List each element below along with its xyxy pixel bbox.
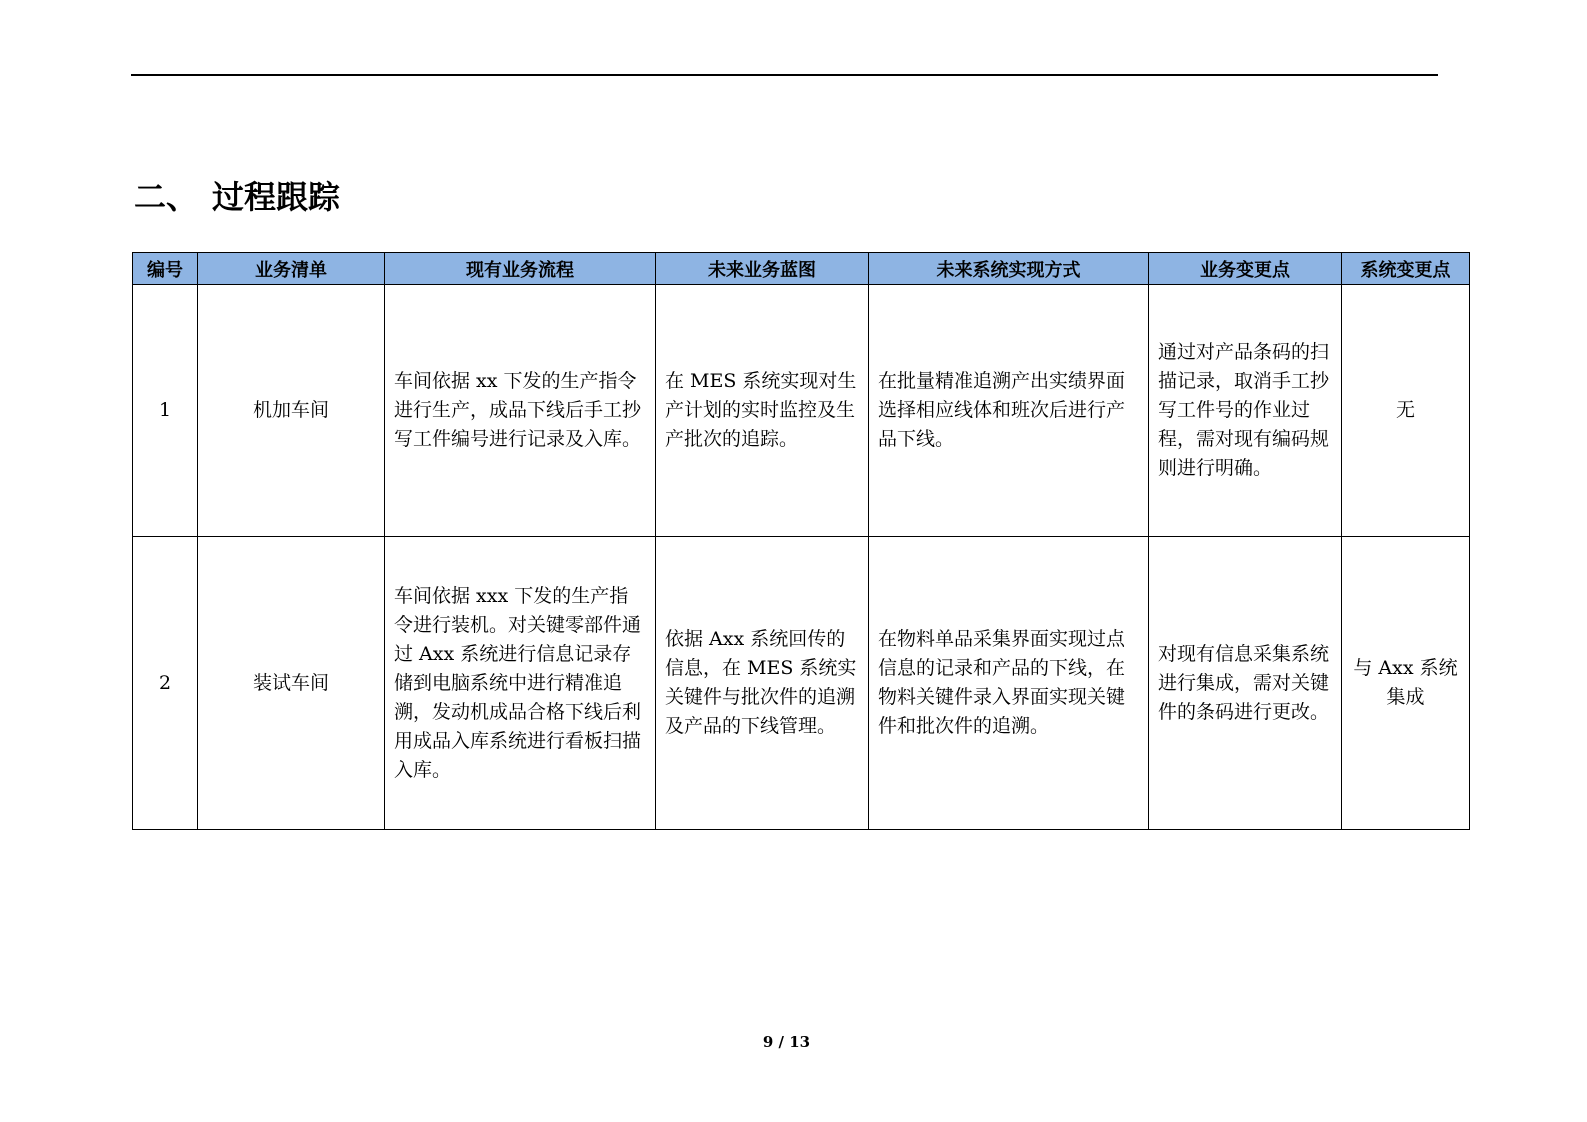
row-id: 2: [133, 537, 198, 830]
section-number: 二、: [134, 178, 199, 216]
row-future-system: 在物料单品采集界面实现过点信息的记录和产品的下线，在物料关键件录入界面实现关键件和批次件的追溯。: [869, 537, 1149, 830]
table-row: [133, 537, 1470, 830]
header-current-process: 现有业务流程: [385, 253, 656, 285]
section-title: 过程跟踪: [212, 178, 341, 216]
row-business: 机加车间: [198, 285, 385, 537]
process-tracking-table: [132, 252, 1470, 830]
row-future-blueprint: 在 MES 系统实现对生产计划的实时监控及生产批次的追踪。: [656, 285, 869, 537]
header-business: 业务清单: [198, 253, 385, 285]
header-future-blueprint: 未来业务蓝图: [656, 253, 869, 285]
row-current-process: 车间依据 xxx 下发的生产指令进行装机。对关键零部件通过 Axx 系统进行信息记录存储到电脑系统中进行精准追溯，发动机成品合格下线后利用成品入库系统进行看板扫描入库。: [385, 537, 656, 830]
row-future-system: 在批量精准追溯产出实绩界面选择相应线体和班次后进行产品下线。: [869, 285, 1149, 537]
row-business: 装试车间: [198, 537, 385, 830]
header-future-system: 未来系统实现方式: [869, 253, 1149, 285]
row-current-process: 车间依据 xx 下发的生产指令进行生产，成品下线后手工抄写工件编号进行记录及入库。: [385, 285, 656, 537]
header-business-change: 业务变更点: [1149, 253, 1342, 285]
header-system-change: 系统变更点: [1342, 253, 1470, 285]
row-business-change: 对现有信息采集系统进行集成，需对关键件的条码进行更改。: [1149, 537, 1342, 830]
row-id: 1: [133, 285, 198, 537]
header-id: 编号: [133, 253, 198, 285]
row-business-change: 通过对产品条码的扫描记录，取消手工抄写工件号的作业过程，需对现有编码规则进行明确。: [1149, 285, 1342, 537]
header-rule: [131, 74, 1438, 76]
table-row: [133, 285, 1470, 537]
table-header-row: [133, 253, 1470, 285]
section-heading: [134, 171, 340, 223]
row-future-blueprint: 依据 Axx 系统回传的信息，在 MES 系统实关键件与批次件的追溯及产品的下线管理。: [656, 537, 869, 830]
page-number: 9 / 13: [762, 1033, 811, 1051]
row-system-change: 与 Axx 系统集成: [1342, 537, 1470, 830]
row-system-change: 无: [1342, 285, 1470, 537]
